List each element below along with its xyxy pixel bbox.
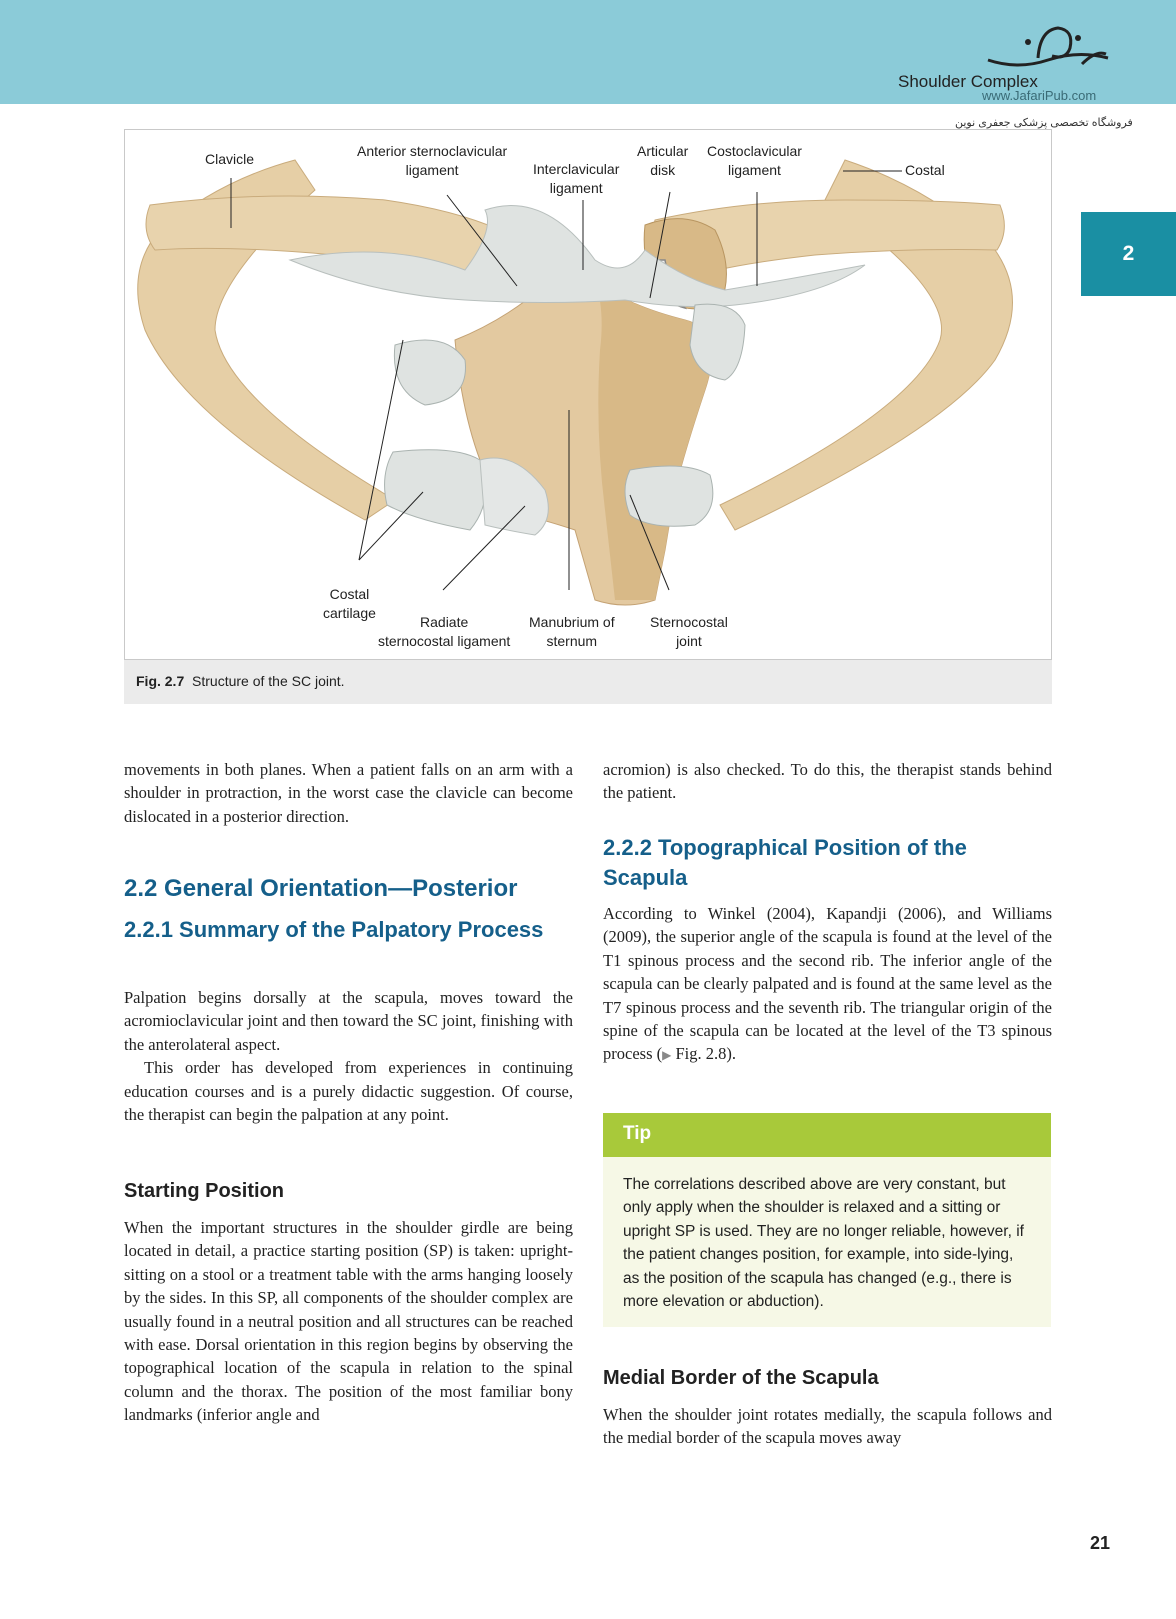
label-radiate-sternocostal-ligament: Radiate sternocostal ligament [378, 614, 511, 649]
chapter-tab [1081, 212, 1176, 296]
ref-arrow-icon: ▶ [662, 1048, 672, 1063]
tip-title: Tip [623, 1123, 652, 1144]
shop-text: فروشگاه تخصصی پزشکی جعفری نوین [955, 117, 1133, 129]
right-column-intro: acromion) is also checked. To do this, the therapist stands behind the patient. [603, 760, 1052, 803]
fig-ref-link[interactable]: Fig. 2.8 [675, 1044, 727, 1064]
label-clavicle: Clavicle [205, 151, 255, 167]
caption-text: Structure of the SC joint. [192, 673, 345, 689]
label-manubrium-of-sternum: Manubrium of sternum [529, 614, 615, 649]
figure-frame [124, 129, 1052, 660]
summary-paragraph-1: Palpation begins dorsally at the scapula, moves toward the acromioclavicular joint and then toward the SC joint, finishing with the anterolateral aspect. [124, 988, 573, 1054]
subsection-heading-summary: 2.2.1 Summary of the Palpatory Process [124, 917, 544, 942]
tip-body [603, 1157, 1051, 1327]
medial-border-heading: Medial Border of the Scapula [603, 1367, 879, 1389]
label-costal: Costal [905, 162, 945, 178]
left-column-intro: movements in both planes. When a patient falls on an arm with a shoulder in protraction, in the worst case the clavicle can become dislocated in a posterior direction. [124, 760, 573, 826]
starting-position-body: When the important structures in the shoulder girdle are being located in detail, a practice starting position (SP) is taken: upright-sitting on a stool or a treatment table with the arms hanging loosely by the sides. In this SP, all components of the shoulder complex are usually found in a neutral position and all structures can be reached with ease. Dorsal orientation in this region begins by observing the topographical location of the scapula in relation to the spinal column and the thorax. The position of the most familiar bony landmarks (inferior angle and [124, 1218, 573, 1425]
caption-number: Fig. 2.7 [136, 673, 185, 689]
label-interclavicular-ligament: Interclavicular ligament [533, 161, 620, 196]
page-number: 21 [1090, 1533, 1111, 1553]
summary-body [124, 986, 573, 1126]
subsection-heading-scapula: 2.2.2 Topographical Position of the Scapula [603, 835, 967, 890]
figure-caption [124, 660, 1052, 704]
label-articular-disk: Articular disk [637, 143, 689, 178]
label-costal-cartilage: Costal cartilage [323, 586, 376, 621]
label-anterior-sc-ligament: Anterior sternoclavicular ligament [357, 143, 508, 178]
summary-paragraph-2: This order has developed from experiences in continuing education courses and is a purely didactic suggestion. Of course, the therapist can begin the palpation at any point. [124, 1058, 573, 1125]
chapter-number: 2 [1122, 242, 1135, 265]
logo-url: www.JafariPub.com [982, 88, 1097, 103]
medial-border-body: When the shoulder joint rotates medially, the scapula follows and the medial border of the scapula moves away [603, 1405, 1052, 1448]
label-costoclavicular-ligament: Costoclavicular ligament [707, 143, 802, 178]
sc-joint-illustration [125, 130, 1051, 659]
tip-header [603, 1113, 1051, 1157]
label-sternocostal-joint: Sternocostal joint [650, 614, 728, 649]
tip-text: The correlations described above are very constant, but only apply when the shoulder is relaxed and a sitting or upright SP is used. They are no longer reliable, however, if the patient changes position, for example, into side-lying, as the position of the scapula has changed (e.g., there is more elevation or abduction). [623, 1176, 1024, 1311]
starting-position-heading: Starting Position [124, 1180, 284, 1202]
section-heading: 2.2 General Orientation—Posterior [124, 875, 518, 902]
scapula-body: According to Winkel (2004), Kapandji (2006), and Williams (2009), the superior angle of the scapula is found at the level of the T1 spinous process and the second rib. The inferior angle of the scapula can be clearly palpated and is found at the same level as the T7 spinous process and the seventh rib. The triangular origin of the spine of the scapula can be located at the level of the T3 spinous process (▶ Fig. 2.8). [603, 904, 1052, 1064]
publisher-logo [978, 20, 1114, 76]
running-title: Shoulder Complex [898, 72, 1038, 91]
